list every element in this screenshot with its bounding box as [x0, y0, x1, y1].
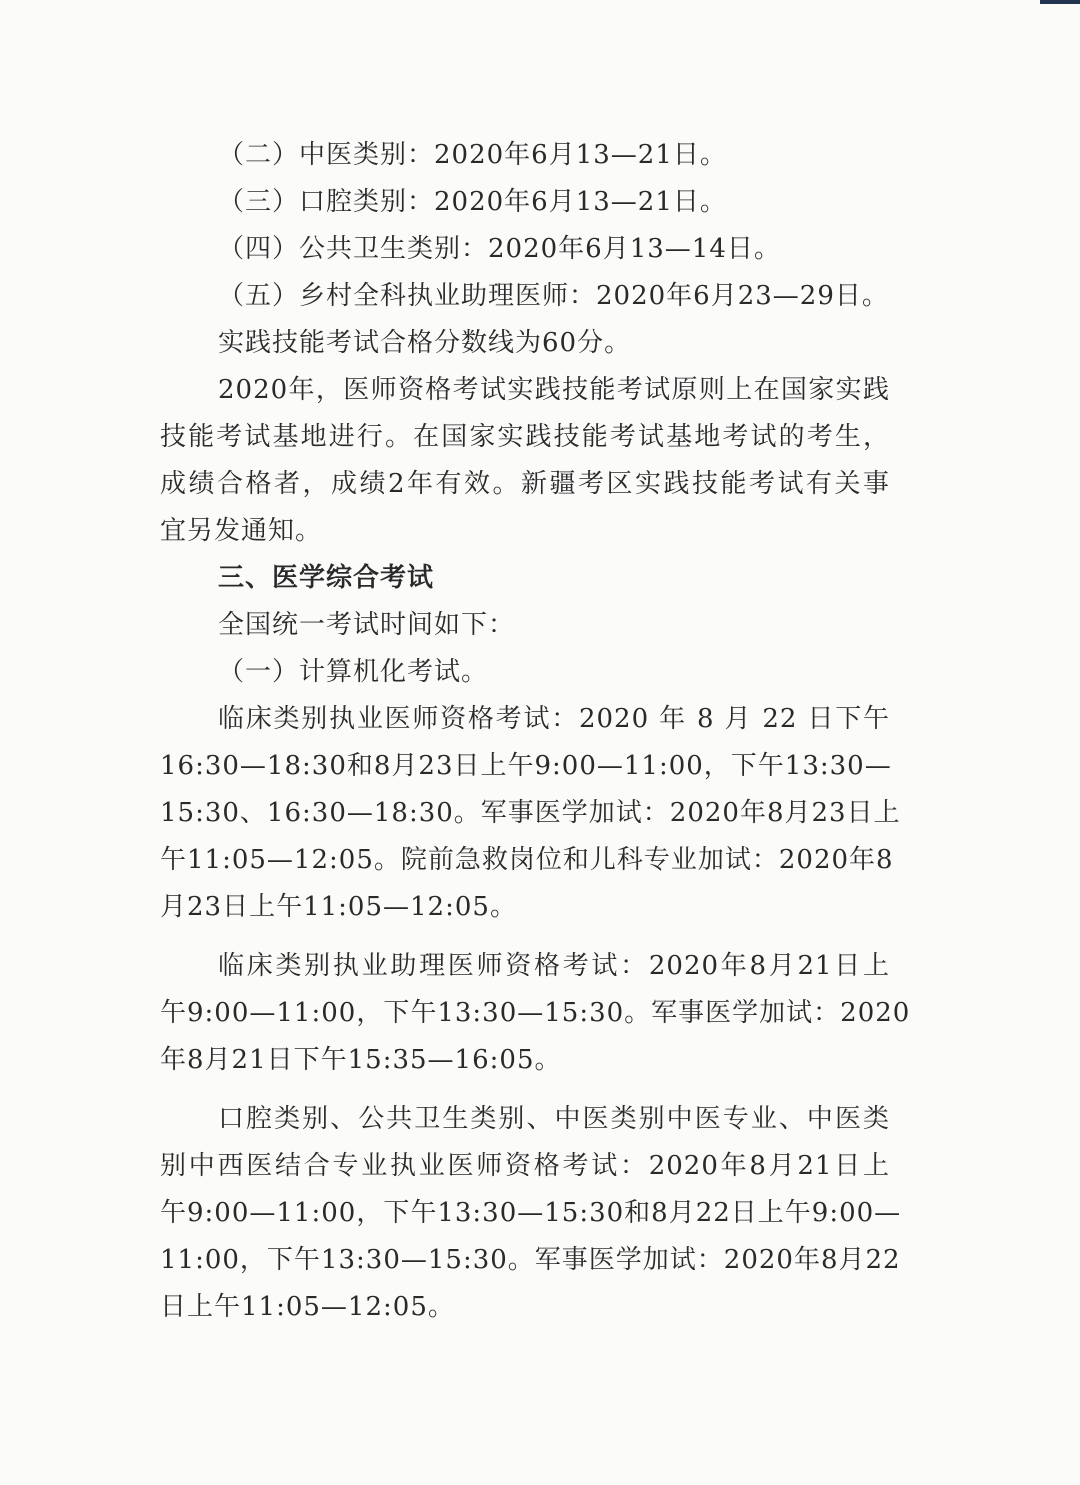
corner-mark — [1040, 0, 1080, 4]
other-categories-line-2: 别中西医结合专业执业医师资格考试：2020年8月21日上 — [160, 1151, 890, 1181]
clinical-physician-line-3: 15:30、16:30—18:30。军事医学加试：2020年8月23日上 — [160, 798, 901, 828]
paragraph-gap — [160, 931, 890, 943]
clinical-physician-line-2: 16:30—18:30和8月23日上午9:00—11:00，下午13:30— — [160, 751, 892, 781]
exam-time-intro: 全国统一考试时间如下： — [218, 610, 516, 640]
clinical-assistant-line-2: 午9:00—11:00，下午13:30—15:30。军事医学加试：2020 — [160, 998, 911, 1028]
exam-date-public-health: （四）公共卫生类别：2020年6月13—14日。 — [218, 234, 781, 264]
exam-date-rural-assistant: （五）乡村全科执业助理医师：2020年6月23—29日。 — [218, 281, 889, 311]
paragraph-practical-line-4: 宜另发通知。 — [160, 516, 323, 546]
paragraph-practical-line-3: 成绩合格者，成绩2年有效。新疆考区实践技能考试有关事 — [160, 469, 890, 499]
passing-score-line: 实践技能考试合格分数线为60分。 — [218, 328, 632, 358]
computer-exam-heading: （一）计算机化考试。 — [218, 657, 489, 687]
exam-date-dental: （三）口腔类别：2020年6月13—21日。 — [218, 187, 727, 217]
section-heading-comprehensive-exam: 三、医学综合考试 — [218, 563, 435, 593]
other-categories-line-3: 午9:00—11:00，下午13:30—15:30和8月22日上午9:00— — [160, 1198, 902, 1228]
clinical-physician-line-4: 午11:05—12:05。院前急救岗位和儿科专业加试：2020年8 — [160, 845, 894, 875]
paragraph-gap — [160, 1084, 890, 1096]
document-body — [160, 132, 911, 1331]
paragraph-practical-line-1: 2020年，医师资格考试实践技能考试原则上在国家实践 — [218, 375, 890, 405]
clinical-physician-line-1: 临床类别执业医师资格考试：2020 年 8 月 22 日下午 — [218, 704, 890, 734]
other-categories-line-5: 日上午11:05—12:05。 — [160, 1292, 455, 1322]
clinical-physician-line-5: 月23日上午11:05—12:05。 — [160, 892, 517, 922]
clinical-assistant-line-1: 临床类别执业助理医师资格考试：2020年8月21日上 — [218, 951, 890, 981]
paragraph-practical-line-2: 技能考试基地进行。在国家实践技能考试基地考试的考生， — [160, 422, 890, 452]
other-categories-line-1: 口腔类别、公共卫生类别、中医类别中医专业、中医类 — [218, 1104, 890, 1134]
clinical-assistant-line-3: 年8月21日下午15:35—16:05。 — [160, 1045, 562, 1075]
exam-date-tcm: （二）中医类别：2020年6月13—21日。 — [218, 140, 727, 170]
other-categories-line-4: 11:00，下午13:30—15:30。军事医学加试：2020年8月22 — [160, 1245, 901, 1275]
